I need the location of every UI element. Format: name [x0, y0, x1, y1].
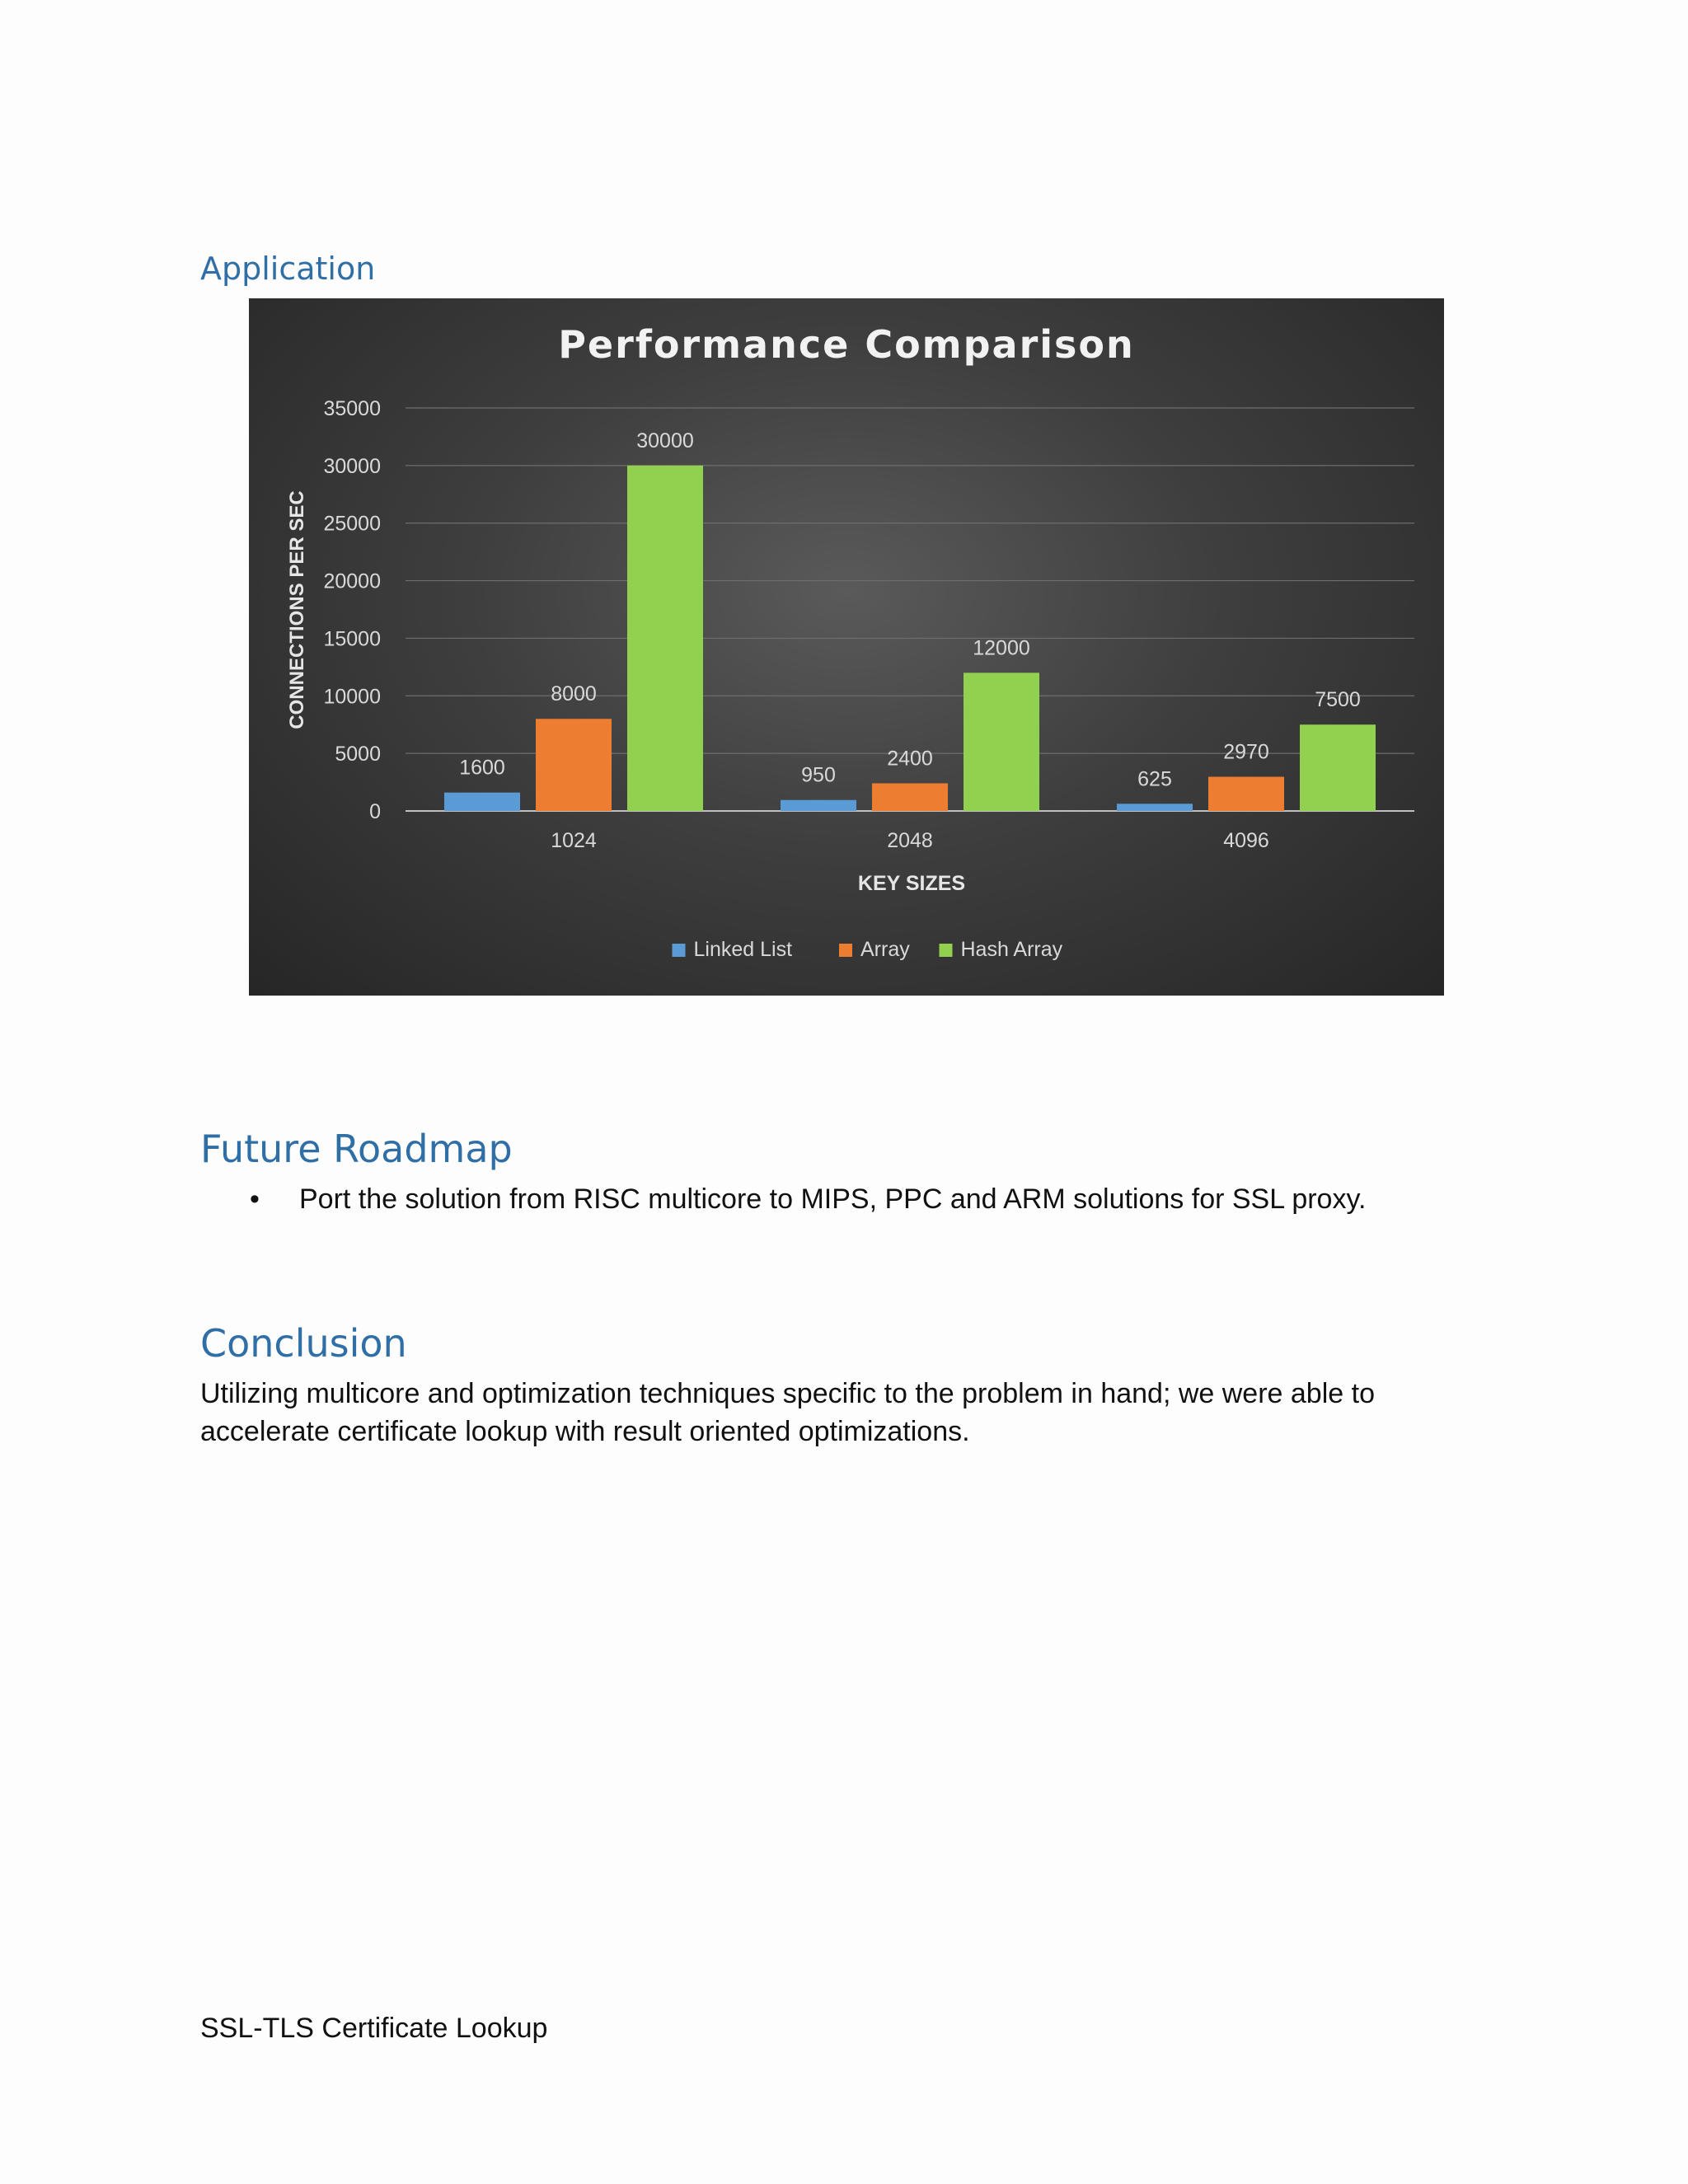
- bar-array: [1208, 777, 1284, 811]
- data-label: 7500: [1315, 688, 1361, 712]
- data-label: 950: [801, 763, 836, 787]
- x-axis-label: KEY SIZES: [857, 872, 966, 895]
- application-heading: Application: [200, 251, 376, 287]
- y-tick-label: 15000: [323, 627, 381, 651]
- data-label: 2970: [1223, 740, 1269, 764]
- legend-swatch: [839, 944, 852, 957]
- page-footer: SSL-TLS Certificate Lookup: [200, 2013, 548, 2044]
- y-tick-label: 10000: [323, 685, 381, 709]
- y-axis-label: CONNECTIONS PER SEC: [286, 490, 308, 729]
- x-tick-label: 4096: [1223, 829, 1269, 852]
- future-roadmap-heading: Future Roadmap: [200, 1127, 513, 1171]
- x-tick-label: 2048: [887, 829, 933, 852]
- data-label: 12000: [973, 636, 1030, 660]
- chart-title: Performance Comparison: [558, 322, 1135, 367]
- conclusion-heading: Conclusion: [200, 1321, 407, 1366]
- bar-linked-list: [1117, 804, 1193, 811]
- conclusion-text: Utilizing multicore and optimization techniques specific to the problem in hand; we were able to accelerate certificate lookup with result oriented optimizations.: [200, 1378, 1375, 1447]
- bar-linked-list: [781, 800, 856, 811]
- y-tick-label: 30000: [323, 454, 381, 478]
- roadmap-list: [200, 1180, 1366, 1218]
- legend-label: Array: [860, 938, 910, 961]
- y-tick-label: 0: [369, 800, 381, 823]
- bar-array: [872, 783, 948, 811]
- bar-hash-array: [1300, 724, 1376, 811]
- bar-array: [536, 719, 612, 811]
- y-tick-label: 20000: [323, 569, 381, 593]
- y-tick-label: 25000: [323, 512, 381, 536]
- data-label: 625: [1137, 767, 1172, 791]
- y-tick-label: 5000: [335, 743, 381, 766]
- bullet-icon: •: [250, 1183, 260, 1215]
- roadmap-item: [200, 1180, 1366, 1218]
- data-label: 2400: [887, 747, 933, 771]
- legend-label: Hash Array: [960, 938, 1063, 961]
- legend-swatch: [940, 944, 953, 957]
- x-tick-label: 1024: [551, 829, 597, 852]
- data-label: 30000: [636, 429, 694, 452]
- legend-label: Linked List: [693, 938, 793, 961]
- y-tick-label: 35000: [323, 397, 381, 420]
- bar-linked-list: [444, 793, 520, 811]
- data-label: 1600: [459, 756, 505, 780]
- performance-chart: [249, 298, 1444, 996]
- bar-hash-array: [627, 466, 703, 811]
- bar-hash-array: [964, 673, 1039, 811]
- legend-swatch: [673, 944, 686, 957]
- chart-legend: [673, 938, 1063, 961]
- roadmap-item-text: Port the solution from RISC multicore to MIPS, PPC and ARM solutions for SSL proxy.: [299, 1183, 1367, 1215]
- data-label: 8000: [551, 682, 597, 706]
